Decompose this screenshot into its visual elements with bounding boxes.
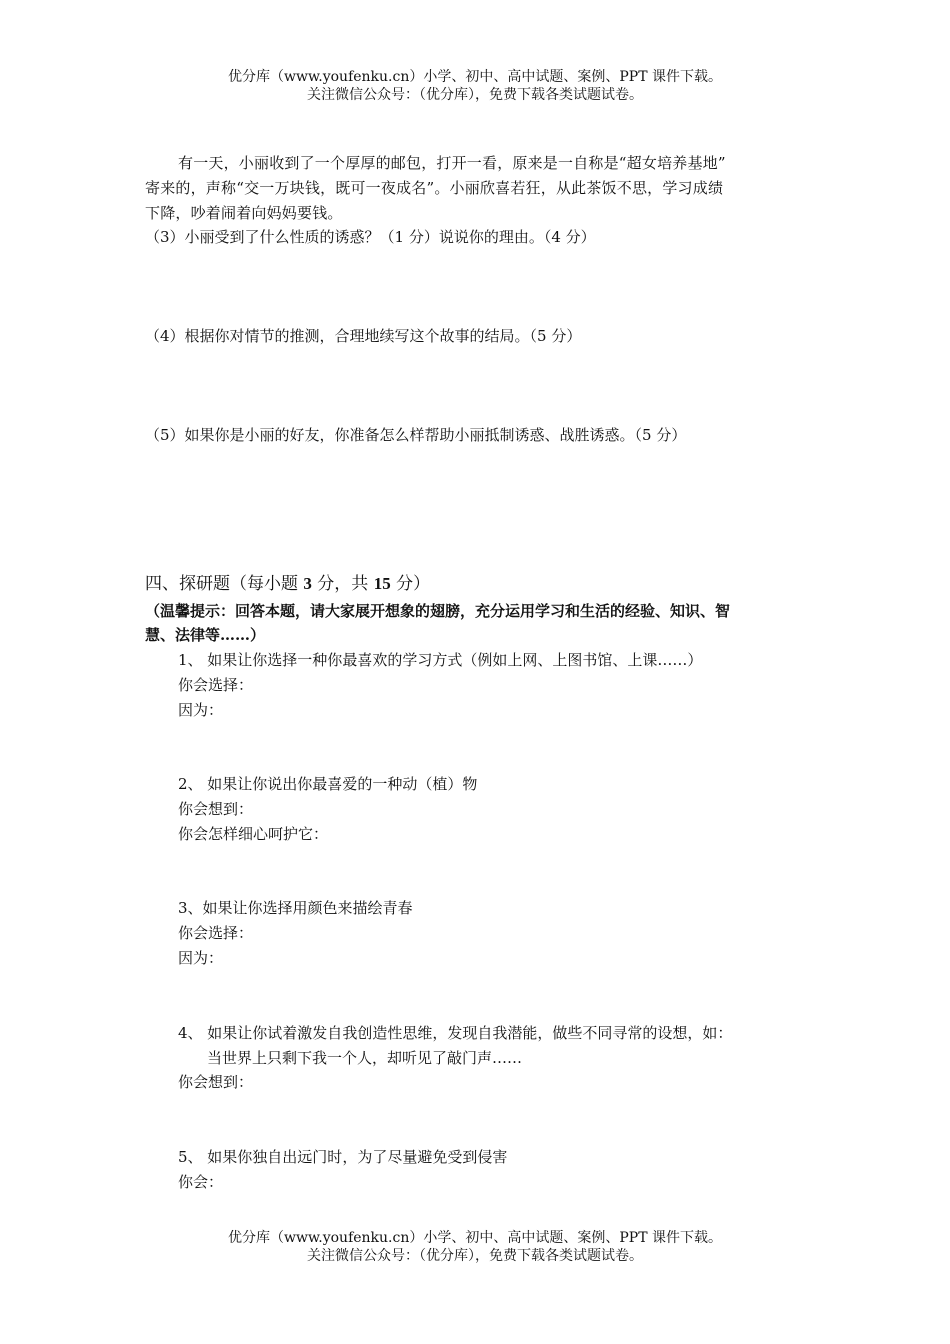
item-2-answer-1: 你会想到： bbox=[178, 800, 254, 818]
header-line-2: 关注微信公众号：（优分库），免费下载各类试题试卷。 bbox=[307, 87, 643, 103]
item-3-answer-1: 你会选择： bbox=[178, 924, 254, 942]
tip-line-2: 慧、法律等……） bbox=[145, 626, 266, 644]
item-5-answer-1: 你会： bbox=[178, 1173, 224, 1191]
item-4-question-continued: 当世界上只剩下我一个人，却听见了敲门声…… bbox=[207, 1049, 523, 1067]
story-line-3: 下降，吵着闹着向妈妈要钱。 bbox=[145, 204, 343, 222]
item-4-question: 4、 如果让你试着激发自我创造性思维，发现自我潜能，做些不同寻常的设想，如： bbox=[178, 1024, 733, 1042]
item-1-question: 1、 如果让你选择一种你最喜欢的学习方式（例如上网、上图书馆、上课……） bbox=[178, 651, 703, 669]
tip-line-1: （温馨提示：回答本题，请大家展开想象的翅膀，充分运用学习和生活的经验、知识、智 bbox=[145, 602, 731, 620]
question-5: （5）如果你是小丽的好友，你准备怎么样帮助小丽抵制诱惑、战胜诱惑。（5 分） bbox=[145, 426, 687, 444]
header-line-1: 优分库（www.youfenku.cn）小学、初中、高中试题、案例、PPT 课件下载。 bbox=[227, 69, 722, 85]
section-title-points-total: 15 bbox=[373, 574, 391, 593]
item-1-answer-1: 你会选择： bbox=[178, 676, 254, 694]
footer-line-1: 优分库（www.youfenku.cn）小学、初中、高中试题、案例、PPT 课件下载。 bbox=[227, 1230, 722, 1246]
story-line-1: 有一天，小丽收到了一个厚厚的邮包，打开一看，原来是一自称是“超女培养基地” bbox=[178, 154, 726, 172]
page-footer bbox=[0, 1229, 950, 1265]
section-title-prefix: 四、探研题（每小题 bbox=[145, 574, 304, 594]
story-line-2: 寄来的，声称“交一万块钱，既可一夜成名”。小丽欣喜若狂，从此茶饭不思，学习成绩 bbox=[145, 179, 724, 197]
item-3-answer-2: 因为： bbox=[178, 949, 224, 967]
item-4-answer-1: 你会想到： bbox=[178, 1073, 254, 1091]
question-3: （3）小丽受到了什么性质的诱惑？（1 分）说说你的理由。（4 分） bbox=[145, 228, 596, 246]
item-5-question: 5、 如果你独自出远门时，为了尽量避免受到侵害 bbox=[178, 1148, 508, 1166]
item-2-question: 2、 如果让你说出你最喜爱的一种动（植）物 bbox=[178, 775, 478, 793]
section-title-suffix: 分） bbox=[390, 574, 431, 594]
section-title-middle: 分，共 bbox=[311, 574, 374, 594]
footer-line-2: 关注微信公众号：（优分库），免费下载各类试题试卷。 bbox=[307, 1248, 643, 1264]
section-4-title bbox=[145, 574, 430, 594]
item-1-answer-2: 因为： bbox=[178, 701, 224, 719]
section-title-points-each: 3 bbox=[303, 574, 312, 593]
question-4: （4）根据你对情节的推测，合理地续写这个故事的结局。（5 分） bbox=[145, 327, 582, 345]
page-header-top bbox=[0, 68, 950, 104]
item-2-answer-2: 你会怎样细心呵护它： bbox=[178, 825, 329, 843]
item-3-question: 3、如果让你选择用颜色来描绘青春 bbox=[178, 899, 413, 917]
